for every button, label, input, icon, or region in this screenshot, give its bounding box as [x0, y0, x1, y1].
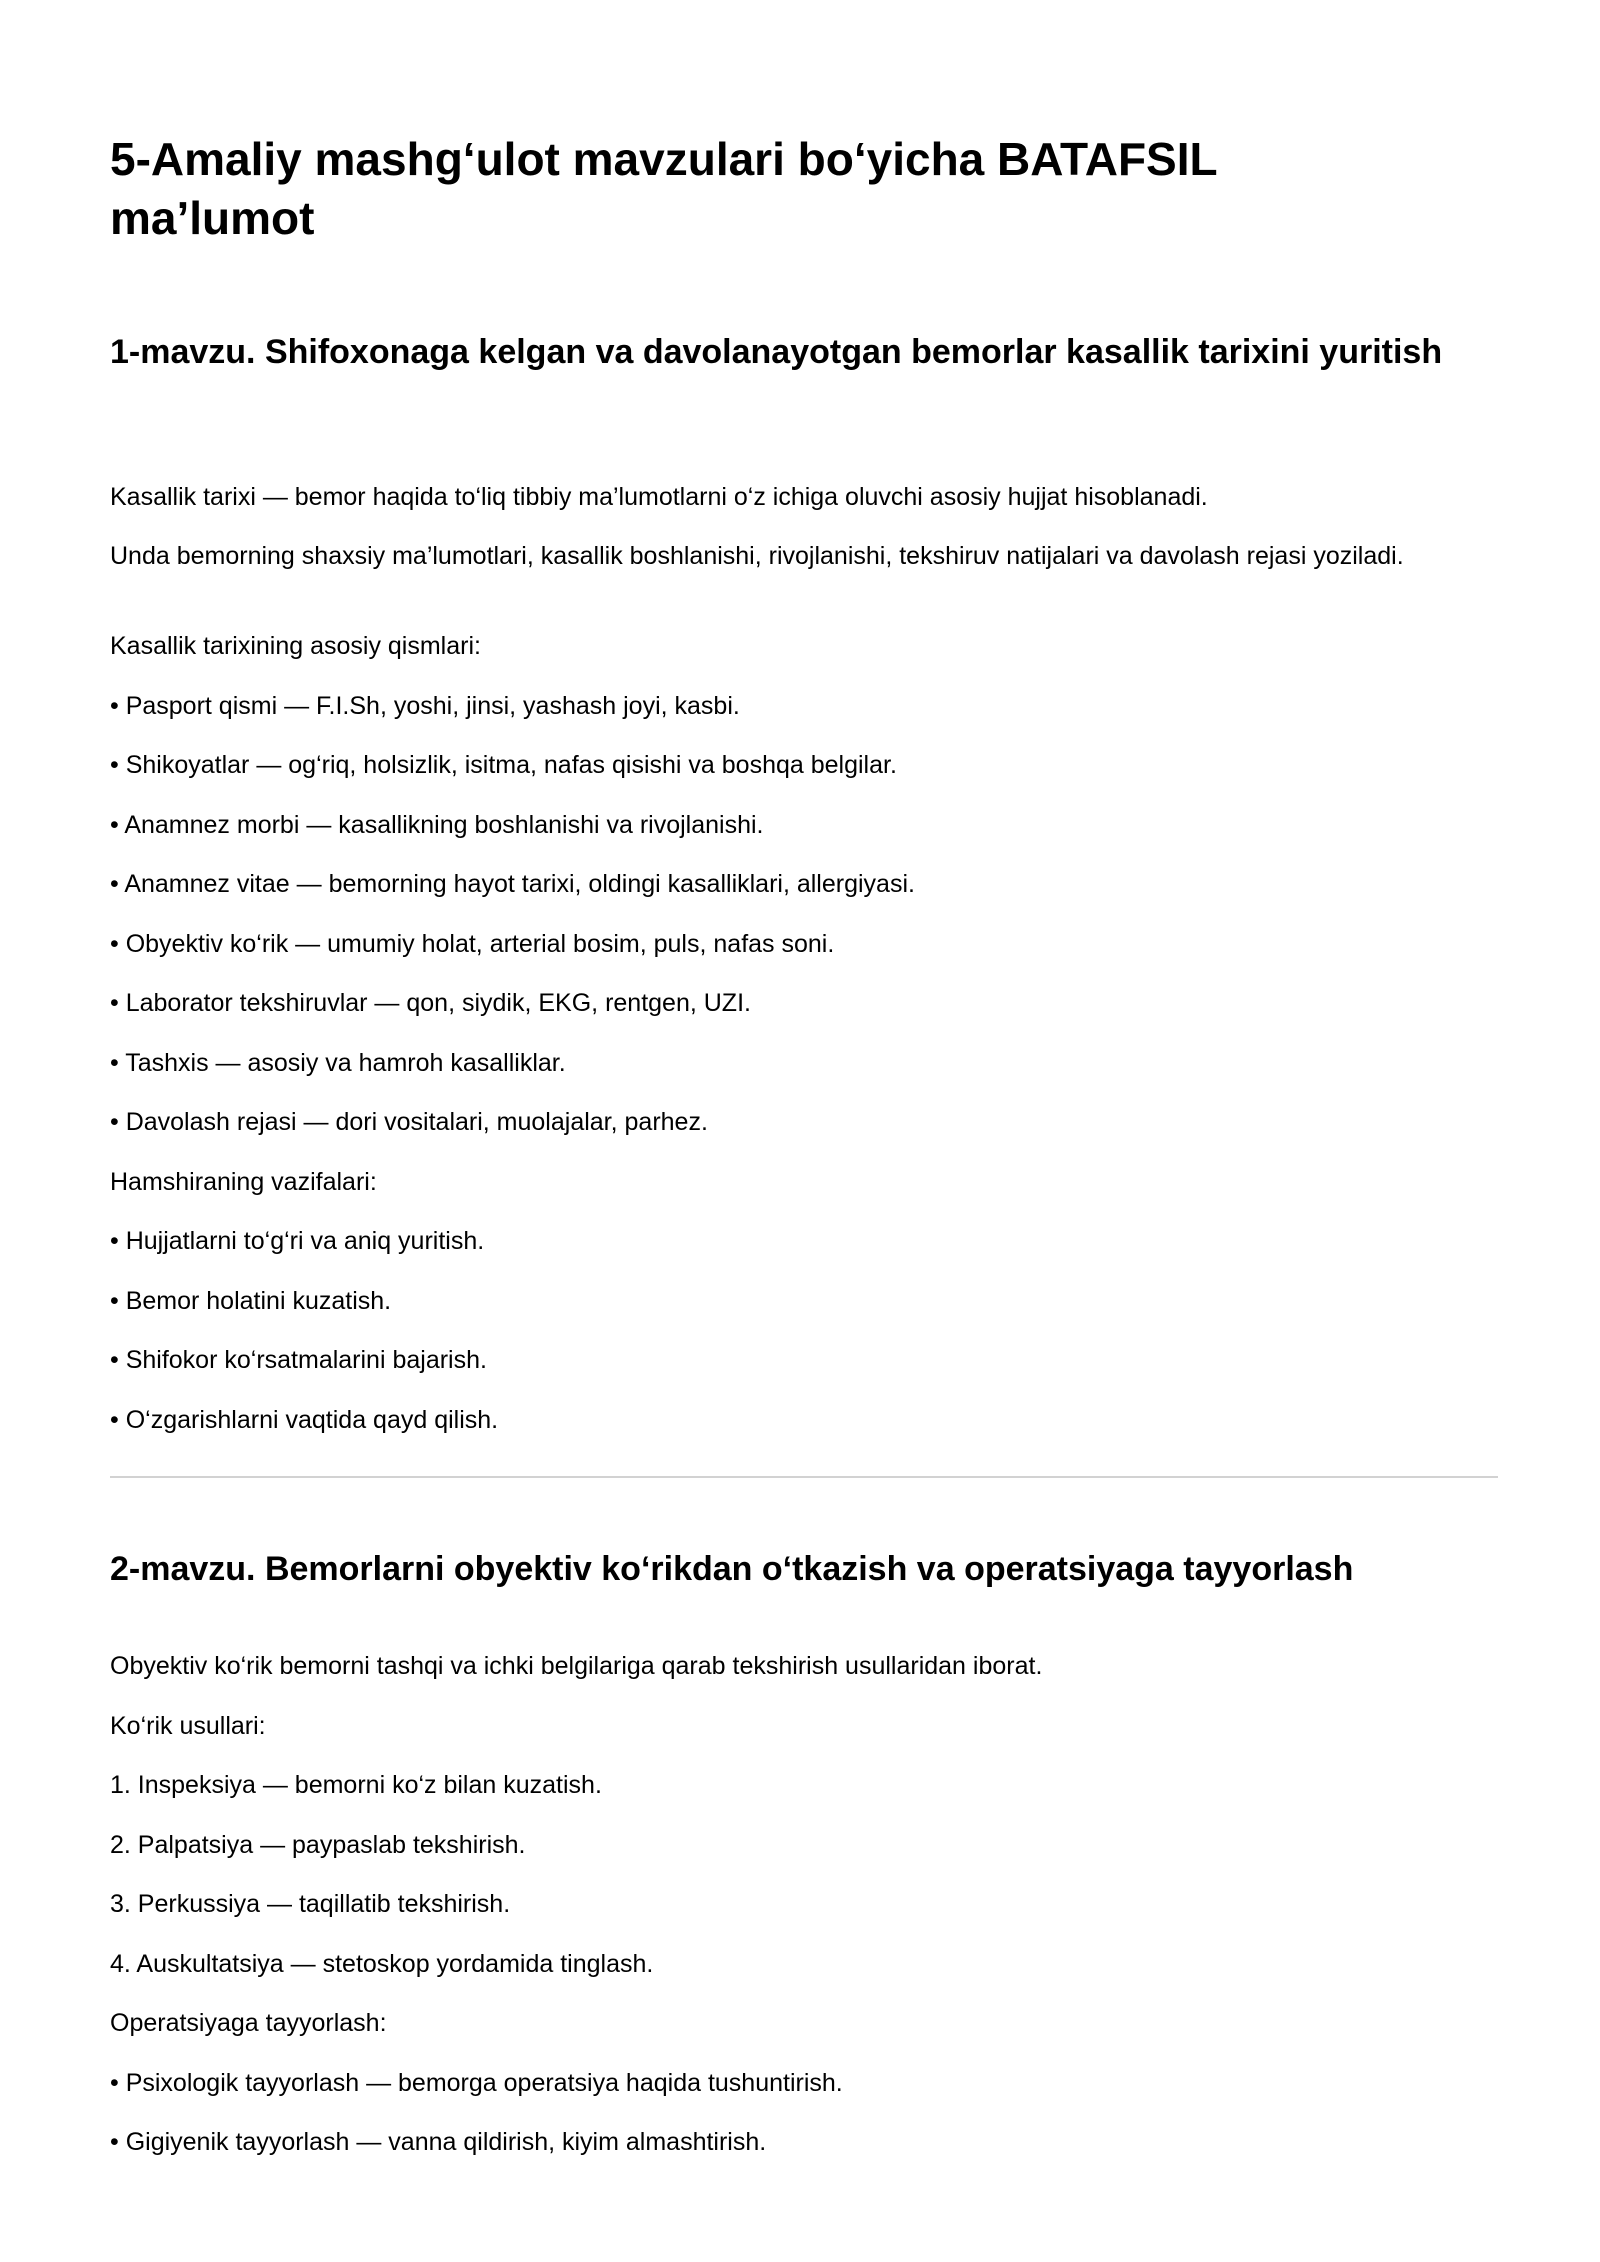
list-item: • Tashxis — asosiy va hamroh kasalliklar. — [110, 1049, 566, 1077]
list-item: • Gigiyenik tayyorlash — vanna qildirish, kiyim almashtirish. — [110, 2128, 767, 2156]
list-item: • O‘zgarishlarni vaqtida qayd qilish. — [110, 1406, 499, 1434]
list-item: • Anamnez morbi — kasallikning boshlanishi va rivojlanishi. — [110, 811, 764, 839]
topic-2-methods-heading: Ko‘rik usullari: — [110, 1712, 266, 1740]
topic-1-duties-heading: Hamshiraning vazifalari: — [110, 1168, 377, 1196]
list-item: 3. Perkussiya — taqillatib tekshirish. — [110, 1890, 511, 1918]
list-item: • Psixologik tayyorlash — bemorga operatsiya haqida tushuntirish. — [110, 2069, 843, 2097]
topic-2-prep-heading: Operatsiyaga tayyorlash: — [110, 2009, 387, 2037]
list-item: • Laborator tekshiruvlar — qon, siydik, EKG, rentgen, UZI. — [110, 989, 751, 1017]
list-item: 4. Auskultatsiya — stetoskop yordamida tinglash. — [110, 1950, 654, 1978]
list-item: • Pasport qismi — F.I.Sh, yoshi, jinsi, yashash joyi, kasbi. — [110, 692, 740, 720]
list-item: • Anamnez vitae — bemorning hayot tarixi, oldingi kasalliklari, allergiyasi. — [110, 870, 915, 898]
topic-2-heading: 2-mavzu. Bemorlarni obyektiv ko‘rikdan o‘tkazish va operatsiyaga tayyorlash — [110, 1550, 1354, 1588]
topic-1-heading: 1-mavzu. Shifoxonaga kelgan va davolanayotgan bemorlar kasallik tarixini yuritish — [110, 333, 1443, 371]
topic-1-parts-heading: Kasallik tarixining asosiy qismlari: — [110, 632, 481, 660]
list-item: • Obyektiv ko‘rik — umumiy holat, arterial bosim, puls, nafas soni. — [110, 930, 835, 958]
topic-1-intro-2: Unda bemorning shaxsiy ma’lumotlari, kasallik boshlanishi, rivojlanishi, tekshiruv natijalari va davolash rejasi yoziladi. — [110, 542, 1404, 570]
list-item: • Davolash rejasi — dori vositalari, muolajalar, parhez. — [110, 1108, 708, 1136]
list-item: • Shifokor ko‘rsatmalarini bajarish. — [110, 1346, 487, 1374]
list-item: 1. Inspeksiya — bemorni ko‘z bilan kuzatish. — [110, 1771, 602, 1799]
list-item: • Shikoyatlar — og‘riq, holsizlik, isitma, nafas qisishi va boshqa belgilar. — [110, 751, 897, 779]
topic-2-intro: Obyektiv ko‘rik bemorni tashqi va ichki belgilariga qarab tekshirish usullaridan iborat. — [110, 1652, 1043, 1680]
document-title: 5-Amaliy mashg‘ulot mavzulari bo‘yicha BATAFSIL ma’lumot — [110, 133, 1217, 244]
topic-1-intro: Kasallik tarixi — bemor haqida to‘liq tibbiy ma’lumotlarni o‘z ichiga oluvchi asosiy hujjat hisoblanadi. — [110, 483, 1208, 511]
list-item: • Hujjatlarni to‘g‘ri va aniq yuritish. — [110, 1227, 485, 1255]
section-divider — [110, 1476, 1498, 1478]
list-item: 2. Palpatsiya — paypaslab tekshirish. — [110, 1831, 526, 1859]
list-item: • Bemor holatini kuzatish. — [110, 1287, 392, 1315]
